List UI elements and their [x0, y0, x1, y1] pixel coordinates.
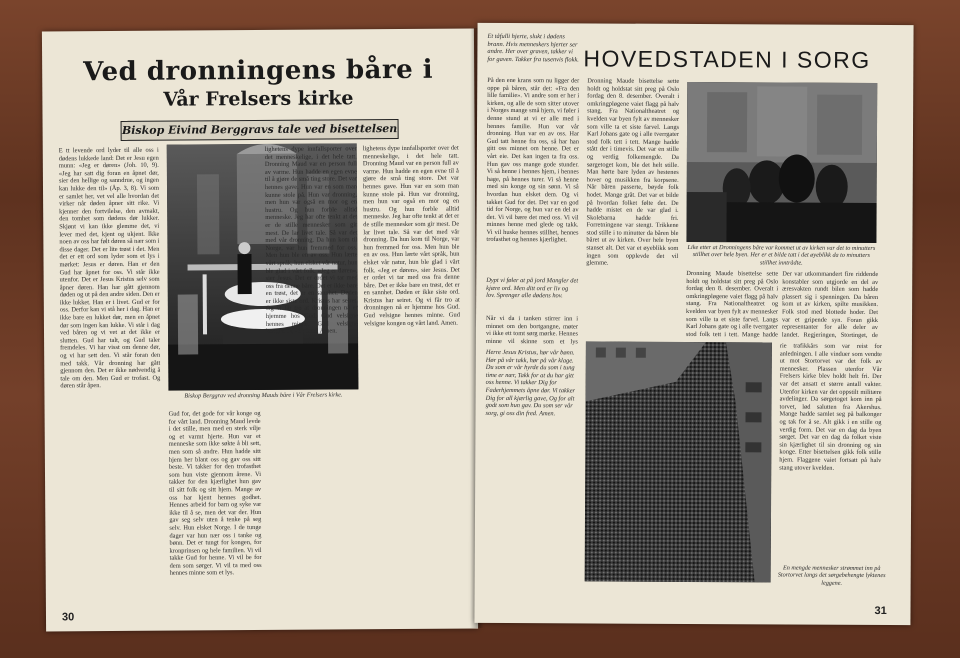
right-column-2: Dronning Maude bisettelse sette holdt og holdstat sitt preg på Oslo fordag den 8. desember. Overalt i omkringpløgene vaiet flagg på halv stang. Fra Nationaltheatret og kvelden var byen fylt av mennesker som ville ta et siste farvel. Langs Karl Johans gate og i alle tverrgater stod folk tett i tett. Mange hadde stått der i timevis. Det var en stille og verdig folkemengde. Da sørgetoget kom, ble det helt stille. Man hørte bare lyden av hestenes hover og musikken fra korpsene. Når båren passerte, bøyde folk hodet. Mange gråt. Det var et bilde på hvordan folket følte det. De hadde mistet en de var glad i. Skolebarna hadde fri. Forretningene var stengt. Trikkene stod stille i to minutter da båren ble båret ut av kirken. Over hele byen stanset alt. Det var et øyeblikk som ingen som opplevde det vil glemme.: [586, 77, 680, 267]
crowd-square-image: [585, 341, 772, 582]
crowd-square-caption: En mengde mennesker strømmet inn på Stortorvet langs det sørgebehengte lyktenes leggene.: [777, 564, 886, 587]
crowd-silence-image: [686, 82, 877, 243]
left-column-1: E tt levende ord lyder til alle oss i dødens lukkede land: Det er Jesu egen munn: «Jeg er døren» (Joh. 10, 9). «Jeg har satt dig foran en åpnet dør, sier den hellige og sanndrue, og ingen kan lukke den til» (Åp. 3, 8). Vi som er samlet her, vet vel alle hvordan det virker når døden åpner sitt rike. Vi kjenner den fortvilelse, den avmakt, den tomhet som dødens dør lukker. Skjønt vi kan ikke glemme det, vi lever med det, kjent og ukjent. Ikke noen av oss har følt døren så nær som i disse dager. Det er lite trøst i det. Men det er ett ord som lyder som et lys i mørket: Jesus er døren. Han er den Gud har åpnet for oss. Vi står ikke utenfor. Det er Jesus Kristus selv som åpner døren. Han har gått gjennom døden og ut på den andre siden. Den er ikke lukket. Han er i livet. Gud er for oss. Derfor kan vi stå her i dag. Han er ikke bare en lukket dør, men en åpnet dør som ingen kan lukke. Vi står i dag ved båren og vi vet at det ikke er slutten. Gud har talt, og Gud taler fremdeles. Vi har visst om denne dør, og vi har sett den. Vi står foran den med takk. Vår dronning har gått gjennom den. Det er ikke nødvendig å tale om den. Men Gud er trofast. Og døren står åpen.: [58, 146, 161, 390]
left-page: [42, 28, 478, 631]
left-column-4: lighetens dype innfallsporter over det menneskelige, i det hele tatt. Dronning Maud var en person full av varme. Hun hadde en egen evne til å gjøre de små ting store. Det var hennes gave. Hun var en som man kunne stole på. Hun var dronning, men hun var også en mor og en hustru. Og hun forble alltid menneske. Jeg har ofte tenkt at det er de stille mennesker som gir mest. De lar livet tale. Så var det med vår dronning. Da hun kom til Norge, var hun fremmed for oss. Men hun ble en av oss. Hun lærte vårt språk, hun elsket vår natur, hun ble glad i vårt folk. «Jeg er døren», sier Jesus. Det er ordet vi tar med oss fra denne båre. Det er ikke bare en trøst, det er en sannhet. Døden er ikke siste ord. Kristus har seiret. Og vi får tro at dronningen nå er hjemme hos Gud. Gud velsigne hennes minne. Gud velsigne kongen og vårt land. Amen.: [362, 144, 460, 327]
article-title: Ved dronningens båre i: [83, 54, 434, 88]
crowd-silence-caption: Like etter at Dronningens båre var kommet ut av kirken var det to minutters stillhet over hele byen. Her er et bilde tatt i det øyeblikk da to minutters stillhet inntrådte.: [687, 243, 876, 267]
poem-middle: Dypt vi føler at på jord Mangler det kjære ord. Men ditt ord er liv og lov. Sprenger alle dødens hov.: [486, 276, 579, 300]
church-photo-caption: Biskop Berggrav ved dronning Mauds båre i Vår Frelsers kirke.: [184, 391, 343, 400]
right-column-3: Der var utkommandert fire riddende konstabler som utgjorde en del av æresvakten rundt bilen som hadde plassert sig i spenningen. Da båren kom ut av kirken, spilte musikken. Folk stod med blottede hoder. Det var et gripende syn. Foran gikk representanter for alle deler av landet. Regjeringen, Stortinget, de: [781, 270, 879, 339]
right-column-1b: Når vi da i tanken stirrer inn i minnet om den bortgangne, møter vi ikke ett tomt sørg mørke. Hennes minne vil skinne som et lys: [485, 314, 579, 346]
right-column-1: På den ene krans som nu ligger der oppe på båren, står det: «Fra den lille familie». Vi andre som er her i kirken, og alle de som sitter utover i Norges mange små hjem, vi føler i denne stund at vi er alle med i hennes familie. Hun var vår dronning. Hun var en av oss. Har Gud tatt henne fra oss, så har han gitt oss minnet om henne. Det er vårt eie. Det kan ingen ta fra oss. Hun gav oss mange gode stunder. Vi så henne i hennes hjem, i hennes hage, på hennes turer. Vi så henne med sin konge og sin sønn. Vi så hvordan hun elsket dem. Og vi takket Gud for det. Det var en god tid for Norge, og hun var en del av det. Vi vil bære det med oss. Vi vil minnes henne med glede og takk. Vi vil huske hennes stillhet, hennes trofasthet og hennes kjærlighet.: [486, 76, 580, 244]
left-column-3: lighetens dype innfallsporter over det menneskelige, i det hele tatt. Dronning Maud var en person full av varme. Hun hadde en egen evne til å gjøre de små ting store. Det var hennes gave. Hun var en som man kunne stole på. Hun var dronning, men hun var også en mor og en hustru. Og hun forble alltid menneske. Jeg har ofte tenkt at det er de stille mennesker som gir mest. De lar livet tale. Så var det med vår dronning. Da hun kom til Norge, var hun fremmed for oss. Men hun ble en av oss. Hun lærte vårt språk, hun elsket vår natur, hun ble glad i vårt folk. «Jeg er døren», sier Jesus. Det er ordet vi tar med oss fra denne båre. Det er ikke bare en trøst, det er en sannhet. Døden er ikke siste ord. Kristus har seiret. Og vi får tro at dronningen nå er hjemme hos Gud. Gud velsigne hennes minne. Gud velsigne kongen og vårt land. Amen.: [264, 145, 358, 336]
right-page: [474, 23, 913, 625]
crowd-silence-photo: [686, 82, 877, 243]
poem-bottom: Herre Jesus Kristus, hør vår bønn. Hør på vår takk, hør på vår klage. Du som er vår hyrde du som i tung time er nær, Takk for at du har gitt oss henne. Vi takker Dig for Faderhjemmets åpne dør. Vi takker Dig for all kjærlig gave, Og for alt godt som hun gav. Du som ser vår sorg, gi oss din fred. Amen.: [485, 348, 576, 418]
right-column-2b: Dronning Maude bisettelse sette holdt og holdstat sitt preg på Oslo fordag den 8. desember. Overalt i omkringpløgene vaiet flagg på halv stang. Fra Nationaltheatret og kvelden var byen fylt av mennesker som ville ta et siste farvel. Langs Karl Johans gate og i alle tverrgater stod folk tett i tett. Mange hadde: [685, 269, 779, 339]
crowd-square-photo: [585, 341, 772, 582]
article-title-line2: Vår Frelsers kirke: [163, 87, 354, 111]
page-number-left: 30: [61, 611, 75, 624]
article-subtitle: Biskop Eivind Berggravs tale ved bisettelsen: [121, 119, 399, 141]
right-column-4: rie trafikkårs som var reist for anledningen. I alle vinduer som vendte ut mot Stortorvet var det folk av mennesker. Plassen utenfor Vår Frelsers kirke blev holdt helt fri. Der var det ansatt et større antall vakter. Utenfor kirken var det oppstilt militære avdelinger. Da sørgetoget kom inn på torvet, lød salutten fra Akershus. Mange hadde samlet seg på balkonger og tak for å se. Alt gikk i en stille og verdig form. Det var en dag da byen sørget. Det var en dag da folket viste sin kjærlighet til sin dronning og sin konge. Etter bisettelsen gikk folk stille hjem. Flaggene vaiet fortsatt på halv stang utover kvelden.: [779, 342, 882, 472]
poem-top: Et tåfulli hjerte, slukt i dødens brann. Hvis menneskers hjerter ser andre. Her over graven, takker vi for gaven. Takker fra tusenvis flokk.: [487, 32, 579, 64]
section-title: HOVEDSTADEN I SORG: [583, 45, 871, 73]
left-column-2: Gud for, det gode for vår konge og for vårt land. Dronning Maud levde i det stille, men med en sterk vilje og et varmt hjerte. Hun var et menneske som ikke søkte å bli sett, men som så andre. Hun hadde sitt hjem her blant oss og gav oss sitt beste. Vi takker for den trofasthet som hun viste gjennom årene. Vi takker for den kjærlighet hun gav til sitt folk og sitt hjem. Mange av oss har kjent hennes godhet. Hennes arbeid for barn og syke var ikke til å se, men det var der. Hun gav seg selv uten å tenke på seg selv. Hun elsket Norge. I de tunge dager var hun nær oss i tanke og bønn. Det er tungt for kongen, for kronprinsen og hele familien. Vi vil takke Gud for henne. Vi vil be for dem som sørger. Vi vil ta med oss hennes minne som et lys.: [168, 409, 262, 578]
page-number-right: 31: [874, 604, 887, 618]
